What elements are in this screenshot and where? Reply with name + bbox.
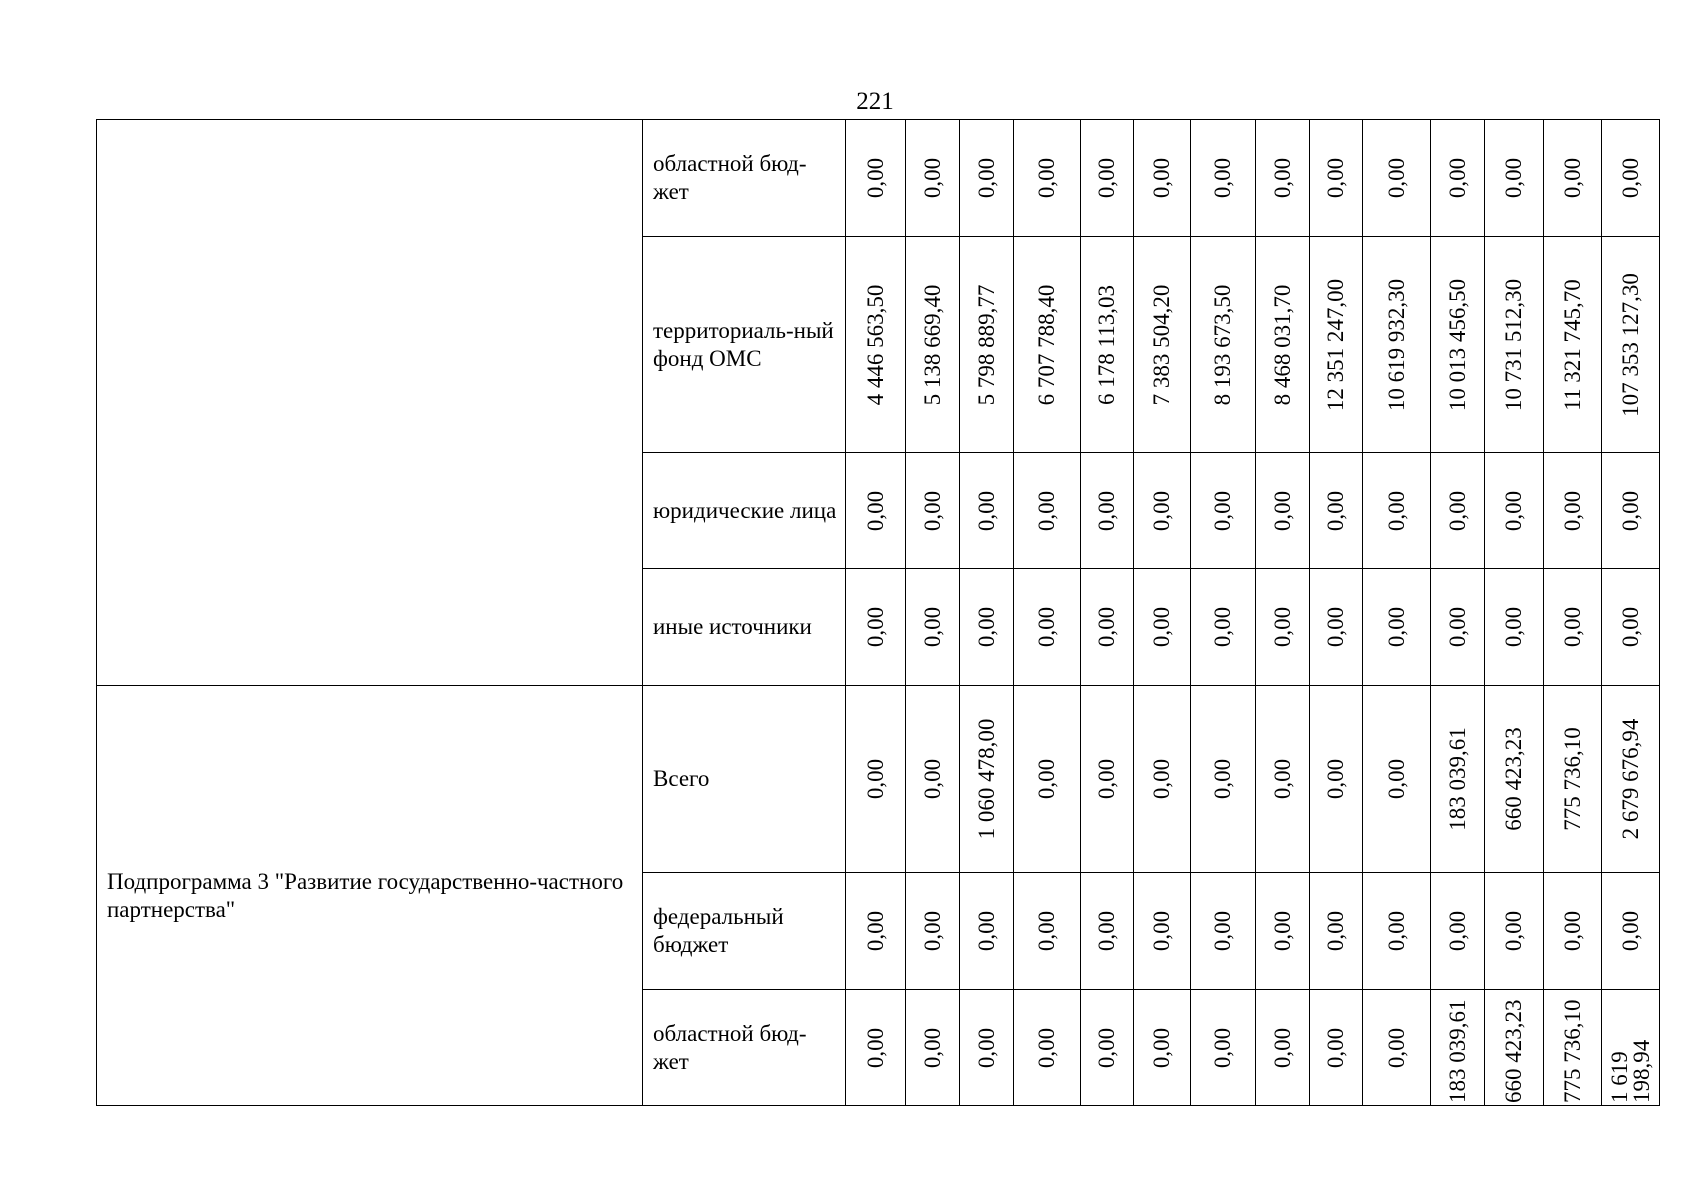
value-cell [1310, 686, 1363, 873]
value-cell [1363, 569, 1431, 686]
value-text: 0,00 [1210, 758, 1235, 800]
table-row [97, 686, 1660, 873]
funding-source-label: Всего [643, 686, 846, 873]
value-cell [1134, 120, 1191, 237]
value-cell [1544, 569, 1602, 686]
value-text: 0,00 [862, 606, 888, 648]
value-cell [1256, 453, 1310, 569]
value-cell [1431, 990, 1485, 1106]
value-text: 6 178 113,03 [1094, 284, 1119, 405]
value-text: 660 423,23 [1501, 727, 1526, 831]
value-text: 0,00 [1383, 910, 1409, 952]
value-text: 0,00 [1034, 758, 1059, 800]
funding-source-label: иные источники [643, 569, 846, 686]
value-text: 0,00 [1501, 157, 1526, 199]
value-cell [1014, 873, 1081, 990]
value-cell [1256, 873, 1310, 990]
value-cell [1014, 120, 1081, 237]
value-cell [1191, 120, 1256, 237]
value-cell [1310, 990, 1363, 1106]
value-text: 0,00 [973, 157, 999, 199]
value-cell [846, 453, 906, 569]
value-text: 0,00 [1269, 758, 1295, 800]
value-text: 775 736,10 [1559, 727, 1585, 831]
value-text: 0,00 [919, 606, 945, 648]
group-label-empty [97, 120, 643, 686]
value-text: 1 619 198,94 [1606, 1039, 1654, 1103]
value-text: 0,00 [1444, 606, 1470, 648]
funding-source-label: юридические лица [643, 453, 846, 569]
value-cell [846, 873, 906, 990]
value-text: 0,00 [1094, 490, 1119, 531]
value-text: 0,00 [919, 758, 945, 800]
value-text: 0,00 [1559, 606, 1585, 648]
value-cell [1485, 686, 1544, 873]
value-text: 183 039,61 [1444, 727, 1470, 831]
value-cell [1602, 237, 1660, 453]
value-text: 0,00 [1149, 758, 1174, 800]
value-cell [1602, 453, 1660, 569]
value-text: 0,00 [919, 910, 945, 952]
value-cell [1544, 686, 1602, 873]
value-text: 0,00 [862, 910, 888, 952]
value-text: 0,00 [1617, 910, 1643, 952]
value-text: 7 383 504,20 [1149, 284, 1174, 405]
value-text: 0,00 [1094, 157, 1119, 199]
value-cell [906, 120, 960, 237]
value-text: 0,00 [1094, 910, 1119, 952]
value-text: 11 321 745,70 [1559, 278, 1585, 411]
value-cell [1431, 453, 1485, 569]
value-cell [1602, 569, 1660, 686]
value-cell [1602, 873, 1660, 990]
value-cell [1485, 990, 1544, 1106]
value-cell [1191, 569, 1256, 686]
value-cell [1081, 569, 1134, 686]
value-text: 0,00 [1149, 1027, 1174, 1068]
value-cell [1134, 569, 1191, 686]
value-cell [1431, 873, 1485, 990]
value-text: 0,00 [1323, 157, 1348, 199]
value-cell [1544, 990, 1602, 1106]
value-text: 0,00 [1034, 490, 1059, 531]
value-cell [1363, 686, 1431, 873]
value-cell [1363, 873, 1431, 990]
value-cell [1014, 569, 1081, 686]
value-text: 0,00 [1210, 1027, 1235, 1068]
value-cell [960, 569, 1014, 686]
financing-table [96, 119, 1660, 1106]
value-cell [1191, 873, 1256, 990]
value-text: 0,00 [1149, 490, 1174, 531]
page-number: 221 [856, 88, 894, 115]
funding-source-label: областной бюд-жет [643, 120, 846, 237]
value-text: 0,00 [1269, 157, 1295, 199]
value-cell [1014, 990, 1081, 1106]
value-text: 0,00 [1501, 910, 1526, 952]
value-cell [1485, 120, 1544, 237]
value-text: 0,00 [1210, 157, 1235, 199]
value-text: 775 736,10 [1559, 999, 1585, 1103]
value-text: 0,00 [1323, 606, 1348, 648]
value-cell [1256, 686, 1310, 873]
table-row [97, 120, 1660, 237]
value-text: 0,00 [1149, 606, 1174, 648]
value-cell [906, 990, 960, 1106]
value-cell [1485, 453, 1544, 569]
value-text: 0,00 [862, 1027, 888, 1068]
value-cell [1191, 990, 1256, 1106]
value-cell [1544, 873, 1602, 990]
value-text: 0,00 [862, 157, 888, 199]
value-text: 660 423,23 [1501, 999, 1526, 1103]
value-cell [1485, 569, 1544, 686]
value-cell [906, 873, 960, 990]
value-cell [1602, 990, 1660, 1106]
value-cell [960, 686, 1014, 873]
value-cell [1431, 569, 1485, 686]
value-text: 5 138 669,40 [919, 284, 945, 405]
value-cell [1363, 237, 1431, 453]
value-cell [1431, 237, 1485, 453]
value-text: 0,00 [1444, 157, 1470, 199]
value-text: 10 731 512,30 [1501, 278, 1526, 411]
value-cell [960, 453, 1014, 569]
value-cell [960, 990, 1014, 1106]
value-cell [1431, 120, 1485, 237]
value-text: 10 619 932,30 [1383, 278, 1409, 411]
value-cell [960, 873, 1014, 990]
value-cell [1602, 120, 1660, 237]
value-text: 0,00 [862, 758, 888, 800]
value-text: 4 446 563,50 [862, 284, 888, 405]
value-text: 0,00 [1383, 157, 1409, 199]
value-cell [906, 237, 960, 453]
value-cell [1191, 686, 1256, 873]
value-cell [1544, 237, 1602, 453]
value-text: 183 039,61 [1444, 999, 1470, 1103]
value-text: 107 353 127,30 [1617, 272, 1643, 417]
value-text: 0,00 [1269, 490, 1295, 531]
value-cell [1134, 990, 1191, 1106]
value-cell [1081, 237, 1134, 453]
value-text: 0,00 [919, 490, 945, 531]
value-cell [1256, 569, 1310, 686]
value-cell [1363, 453, 1431, 569]
value-text: 6 707 788,40 [1034, 284, 1059, 405]
value-text: 0,00 [1501, 606, 1526, 648]
value-text: 0,00 [919, 157, 945, 199]
value-cell [1014, 686, 1081, 873]
value-text: 8 193 673,50 [1210, 284, 1235, 405]
value-cell [1014, 453, 1081, 569]
value-text: 0,00 [1444, 490, 1470, 531]
value-cell [1256, 990, 1310, 1106]
value-text: 0,00 [1617, 606, 1643, 648]
value-text: 0,00 [1383, 758, 1409, 800]
value-cell [1134, 686, 1191, 873]
value-text: 12 351 247,00 [1323, 278, 1348, 411]
value-cell [1134, 237, 1191, 453]
value-cell [1256, 120, 1310, 237]
value-text: 0,00 [1323, 1027, 1348, 1068]
group-label-subprogram: Подпрограмма 3 "Развитие государственно-частного партнерства" [97, 686, 643, 1106]
value-cell [1485, 873, 1544, 990]
value-cell [846, 686, 906, 873]
value-cell [1310, 569, 1363, 686]
value-cell [1191, 453, 1256, 569]
value-text: 0,00 [1323, 758, 1348, 800]
value-text: 0,00 [1383, 490, 1409, 531]
value-text: 0,00 [1323, 490, 1348, 531]
funding-source-label: федеральный бюджет [643, 873, 846, 990]
value-cell [906, 569, 960, 686]
value-cell [1081, 453, 1134, 569]
value-text: 8 468 031,70 [1269, 284, 1295, 405]
value-cell [906, 686, 960, 873]
value-cell [846, 990, 906, 1106]
value-text: 0,00 [1323, 910, 1348, 952]
value-cell [1602, 686, 1660, 873]
value-text: 5 798 889,77 [973, 284, 999, 405]
value-text: 0,00 [1617, 490, 1643, 531]
value-cell [906, 453, 960, 569]
value-cell [960, 120, 1014, 237]
value-text: 0,00 [1149, 157, 1174, 199]
value-cell [1363, 120, 1431, 237]
value-text: 0,00 [1210, 910, 1235, 952]
value-text: 0,00 [973, 490, 999, 531]
value-cell [1363, 990, 1431, 1106]
value-text: 0,00 [1617, 157, 1643, 199]
value-text: 0,00 [1559, 157, 1585, 199]
value-text: 10 013 456,50 [1444, 278, 1470, 411]
value-text: 0,00 [862, 490, 888, 531]
value-text: 0,00 [1094, 606, 1119, 648]
value-cell [1544, 453, 1602, 569]
value-cell [1081, 990, 1134, 1106]
funding-source-label: территориаль-ный фонд ОМС [643, 237, 846, 453]
value-cell [1081, 686, 1134, 873]
value-text: 0,00 [973, 606, 999, 648]
value-text: 0,00 [1210, 606, 1235, 648]
value-cell [1134, 453, 1191, 569]
value-cell [1431, 686, 1485, 873]
value-text: 0,00 [1269, 1027, 1295, 1068]
value-cell [1191, 237, 1256, 453]
value-text: 1 060 478,00 [973, 718, 999, 840]
value-text: 2 679 676,94 [1617, 718, 1643, 840]
value-text: 0,00 [973, 1027, 999, 1068]
value-cell [1310, 120, 1363, 237]
value-cell [1310, 873, 1363, 990]
value-text: 0,00 [1444, 910, 1470, 952]
value-cell [846, 237, 906, 453]
value-text: 0,00 [1269, 910, 1295, 952]
value-cell [1310, 237, 1363, 453]
value-cell [960, 237, 1014, 453]
value-cell [846, 569, 906, 686]
value-text: 0,00 [919, 1027, 945, 1068]
value-text: 0,00 [1034, 157, 1059, 199]
value-text: 0,00 [1034, 910, 1059, 952]
value-text: 0,00 [1034, 1027, 1059, 1068]
value-text: 0,00 [1094, 1027, 1119, 1068]
value-text: 0,00 [1383, 606, 1409, 648]
value-cell [1014, 237, 1081, 453]
value-cell [1485, 237, 1544, 453]
value-text: 0,00 [1094, 758, 1119, 800]
value-text: 0,00 [1034, 606, 1059, 648]
value-cell [1081, 120, 1134, 237]
value-text: 0,00 [1383, 1027, 1409, 1068]
value-text: 0,00 [1501, 490, 1526, 531]
value-cell [1310, 453, 1363, 569]
value-text: 0,00 [1559, 490, 1585, 531]
value-cell [1081, 873, 1134, 990]
value-text: 0,00 [1559, 910, 1585, 952]
value-cell [1134, 873, 1191, 990]
value-cell [1544, 120, 1602, 237]
value-text: 0,00 [973, 910, 999, 952]
value-cell [1256, 237, 1310, 453]
value-text: 0,00 [1210, 490, 1235, 531]
value-cell [846, 120, 906, 237]
value-text: 0,00 [1149, 910, 1174, 952]
funding-source-label: областной бюд-жет [643, 990, 846, 1106]
value-text: 0,00 [1269, 606, 1295, 648]
